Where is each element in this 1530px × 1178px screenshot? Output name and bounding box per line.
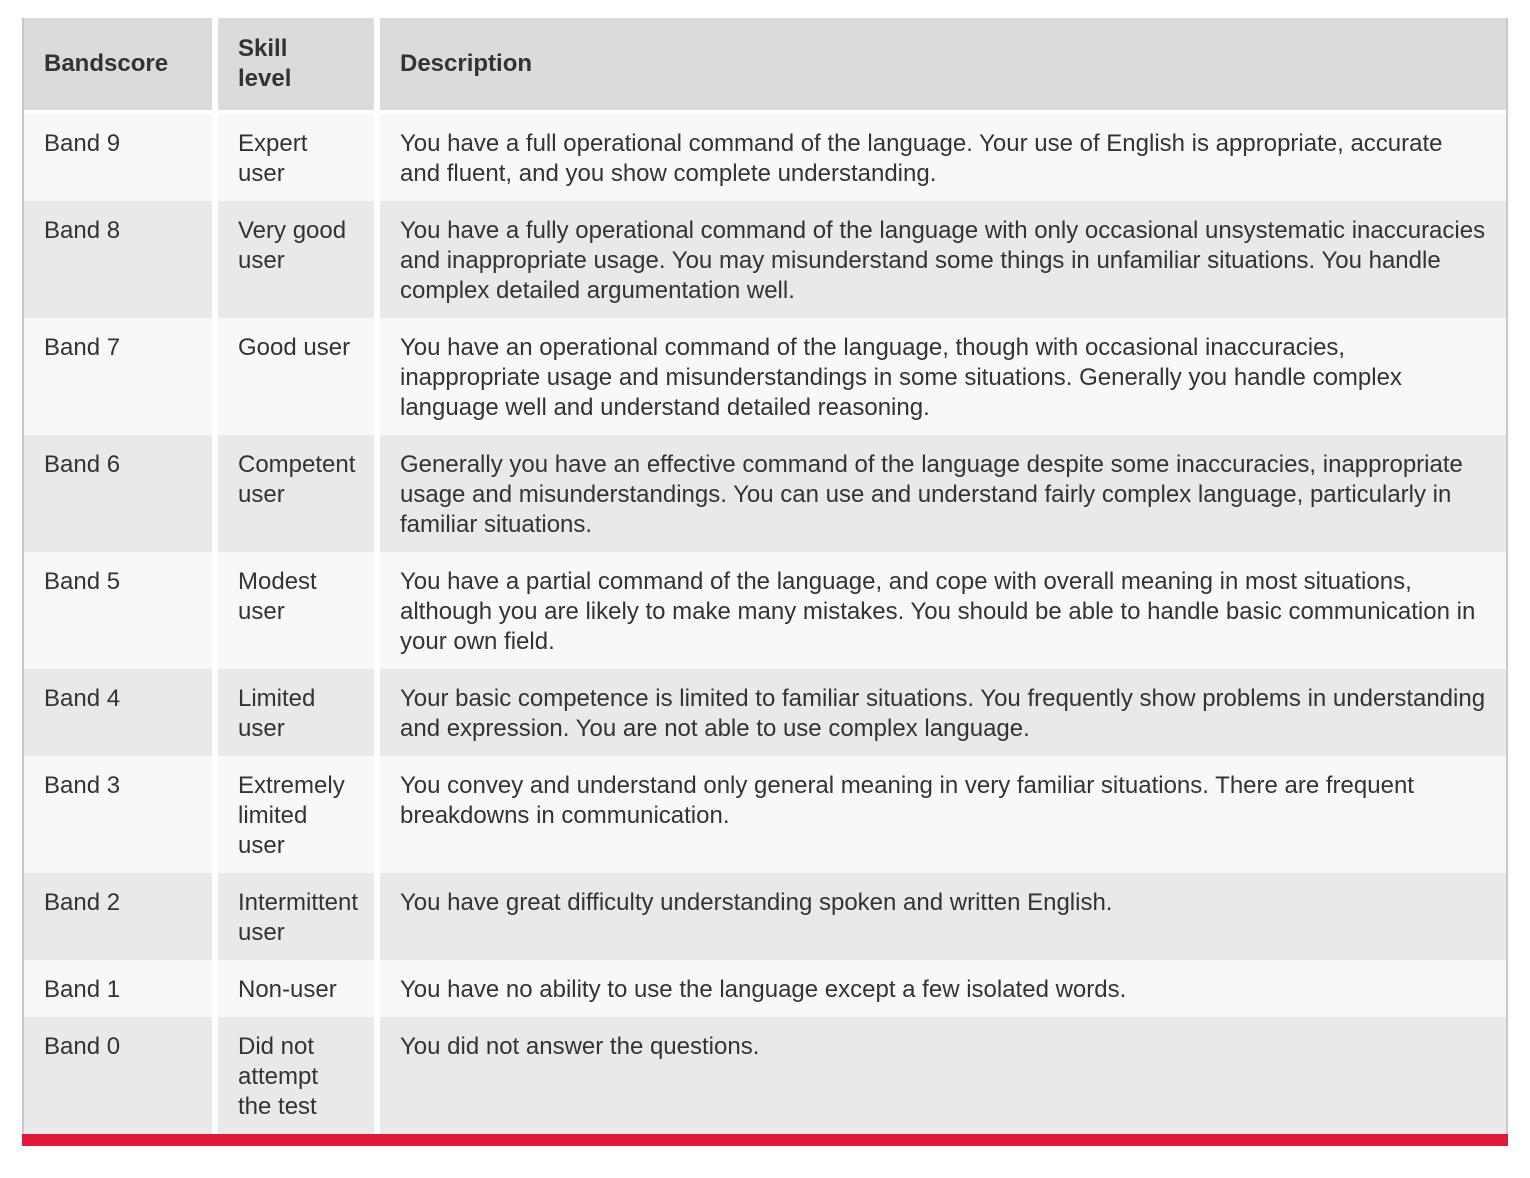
column-header-skill-level [212,18,374,114]
skill-level-cell [212,201,374,318]
table-row [24,435,1506,552]
description-cell-text: You convey and understand only general meaning in very familiar situations. There are frequent breakdowns in communication. [400,772,1414,829]
column-header-description-label: Description [400,50,533,77]
bandscore-cell [24,318,212,435]
bandscore-cell [24,1017,212,1134]
bandscore-cell-text: Band 1 [44,976,121,1003]
bandscore-cell-text: Band 4 [44,685,121,712]
description-cell [374,435,1506,552]
description-cell [374,960,1506,1017]
bandscore-cell-text: Band 6 [44,451,121,478]
skill-level-cell-text: Competent user [238,451,356,508]
table-row [24,873,1506,960]
skill-level-cell [212,435,374,552]
table-header [24,18,1506,114]
bandscore-cell-text: Band 3 [44,772,121,799]
table-row [24,960,1506,1017]
header-row [24,18,1506,114]
bandscore-cell [24,873,212,960]
bandscore-cell [24,114,212,201]
skill-level-cell [212,318,374,435]
table-row [24,114,1506,201]
table-row [24,318,1506,435]
skill-level-cell-text: Very good user [238,217,347,274]
description-cell-text: You have a fully operational command of the language with only occasional unsystematic inaccuracies and inappropriate usage. You may misunderstand some things in unfamiliar situations. You handle complex detailed argumentation well. [400,217,1486,304]
skill-level-cell [212,552,374,669]
bandscore-cell [24,435,212,552]
column-header-skill-level-label: Skill level [238,35,292,92]
bandscore-cell [24,201,212,318]
skill-level-cell [212,873,374,960]
skill-level-cell [212,114,374,201]
bandscore-table [24,18,1506,1134]
skill-level-cell-text: Expert user [238,130,308,187]
description-cell-text: Generally you have an effective command of the language despite some inaccuracies, inappropriate usage and misunderstandings. You can use and understand fairly complex language, particularly in familiar situations. [400,451,1463,538]
table-row [24,1017,1506,1134]
table-body [24,114,1506,1134]
column-header-bandscore-label: Bandscore [44,50,169,77]
skill-level-cell-text: Did not attempt the test [238,1033,319,1120]
description-cell [374,873,1506,960]
bandscore-cell [24,552,212,669]
bandscore-cell-text: Band 7 [44,334,121,361]
skill-level-cell-text: Limited user [238,685,316,742]
bandscore-cell-text: Band 9 [44,130,121,157]
description-cell [374,1017,1506,1134]
bandscore-cell-text: Band 5 [44,568,121,595]
skill-level-cell [212,1017,374,1134]
description-cell-text: You have no ability to use the language except a few isolated words. [400,976,1127,1003]
skill-level-cell-text: Good user [238,334,351,361]
skill-level-cell [212,756,374,873]
bandscore-cell-text: Band 2 [44,889,121,916]
description-cell [374,756,1506,873]
description-cell [374,201,1506,318]
skill-level-cell-text: Intermittent user [238,889,359,946]
skill-level-cell-text: Non-user [238,976,337,1003]
bandscore-cell [24,960,212,1017]
skill-level-cell-text: Extremely limited user [238,772,345,859]
bandscore-cell-text: Band 0 [44,1033,121,1060]
table-row [24,669,1506,756]
bandscore-cell [24,756,212,873]
skill-level-cell [212,960,374,1017]
bandscore-cell-text: Band 8 [44,217,121,244]
table-row [24,552,1506,669]
skill-level-cell-text: Modest user [238,568,317,625]
description-cell [374,318,1506,435]
skill-level-cell [212,669,374,756]
description-cell [374,669,1506,756]
description-cell-text: You did not answer the questions. [400,1033,760,1060]
accent-bottom-bar [22,1134,1508,1146]
description-cell-text: You have great difficulty understanding spoken and written English. [400,889,1113,916]
bandscore-table-container [22,18,1508,1146]
description-cell-text: You have an operational command of the language, though with occasional inaccuracies, inappropriate usage and misunderstandings in some situations. Generally you handle complex language well and understand detailed reasoning. [400,334,1402,421]
description-cell-text: You have a full operational command of the language. Your use of English is appropriate, accurate and fluent, and you show complete understanding. [400,130,1443,187]
table-row [24,756,1506,873]
bandscore-cell [24,669,212,756]
column-header-bandscore [24,18,212,114]
table-row [24,201,1506,318]
description-cell [374,552,1506,669]
column-header-description [374,18,1506,114]
description-cell [374,114,1506,201]
description-cell-text: Your basic competence is limited to familiar situations. You frequently show problems in understanding and expression. You are not able to use complex language. [400,685,1486,742]
description-cell-text: You have a partial command of the language, and cope with overall meaning in most situations, although you are likely to make many mistakes. You should be able to handle basic communication in your own field. [400,568,1476,655]
